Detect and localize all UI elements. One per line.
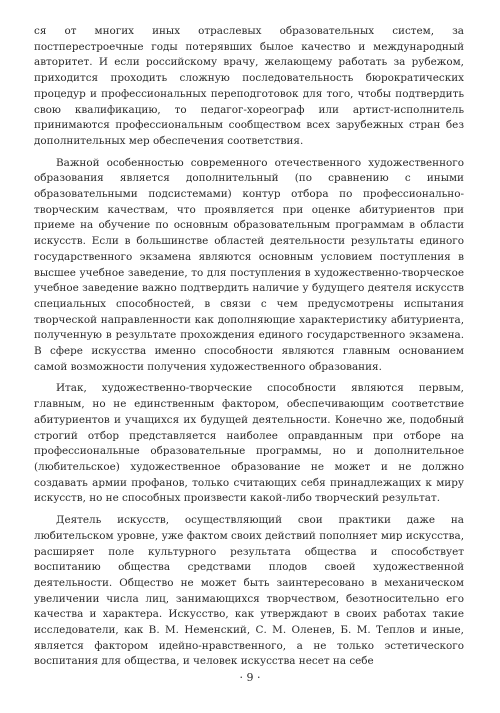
paragraph-1: ся от многих иных отраслевых образовательных систем, за постперестроечные годы потерявших былое качество и международный авторитет. И если российскому врачу, желающему работать за рубежом, приходится проходить сложную последовательность бюрократических процедур и профессиональных переподготовок для того, чтобы подтвердить свою квалификацию, то педагог-хореограф или артист-исполнитель принимаются профессиональным сообществом всех зарубежных стран без дополнительных мер обеспечения соответствия. (34, 25, 464, 147)
document-page (34, 24, 464, 670)
paragraph-3: Итак, художественно-творческие способности являются первым, главным, но не единственным фактором, обеспечивающим соответствие абитуриентов и учащихся их будущей деятельности. Конечно же, подобный строгий отбор представляется наиболее оправданным при отборе на профессиональные образовательные программы, но и дополнительное (любительское) художественное образование не может и не должно создавать армии профанов, только считающих себя принадлежащих к миру искусств, но не способных произвести какой-либо творческий результат. (34, 382, 464, 505)
paragraph-2: Важной особенностью современного отечественного художественного образования является дополнительный (по сравнению с иными образовательными подсистемами) контур отбора по профессионально-творческим качествам, что проявляется при оценке абитуриентов при приеме на обучение по основным образовательным программам в области искусств. Если в большинстве областей деятельности результаты единого государственного экзамена являются основным условием поступления в высшее учебное заведение, то для поступления в художественно-творческое учебное заведение важно подтвердить наличие у будущего деятеля искусств специальных способностей, в связи с чем предусмотрены испытания творческой направленности как дополняющие характеристику абитуриента, полученную в результате прохождения единого государственного экзамена. В сфере искусства именно способности являются главным основанием самой возможности получения художественного образования. (34, 156, 464, 373)
paragraph-4: Деятель искусств, осуществляющий свои практики даже на любительском уровне, уже фактом своих действий пополняет мир искусства, расширяет поле культурного результата общества и способствует воспитанию общества средствами плодов своей художественной деятельности. Общество не может быть заинтересовано в механическом увеличении числа лиц, занимающихся творчеством, безотносительно его качества и характера. Искусство, как утверждают в своих работах такие исследователи, как В. М. Неменский, С. М. Оленев, Б. М. Теплов и иные, является фактором идейно-нравственного, а не только эстетического воспитания для общества, и человек искусства несет на себе (34, 514, 464, 668)
page-number: · 9 · (239, 671, 261, 684)
